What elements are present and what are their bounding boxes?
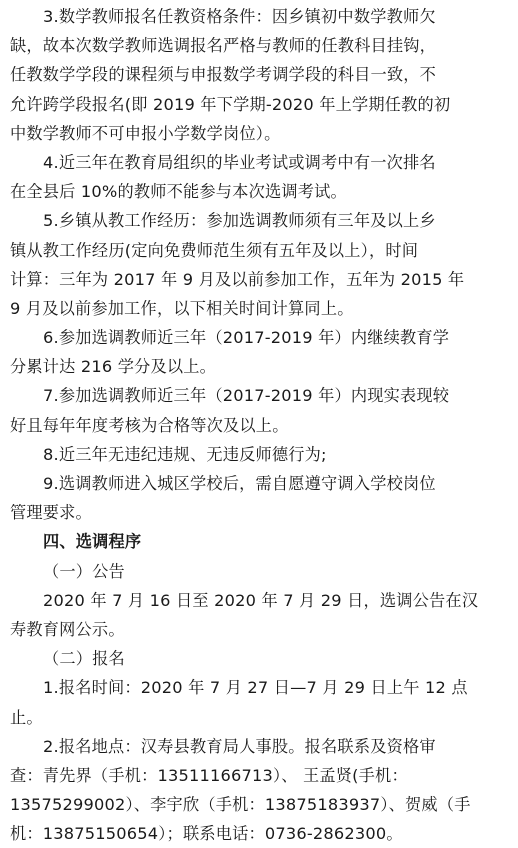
text-line: 3.数学教师报名任教资格条件：因乡镇初中数学教师欠 <box>43 7 436 26</box>
text-line: 镇从教工作经历(定向免费师范生须有五年及以上），时间 <box>10 240 419 260</box>
text-line: 4.近三年在教育局组织的毕业考试或调考中有一次排名 <box>43 152 436 172</box>
text-line: 在全县后 10%的教师不能参与本次选调考试。 <box>10 182 347 202</box>
text-line: 9 月及以前参加工作，以下相关时间计算同上。 <box>10 298 354 318</box>
text-line: 计算：三年为 2017 年 9 月及以前参加工作，五年为 2015 年 <box>10 269 465 289</box>
text-line: 7.参加选调教师近三年（2017-2019 年）内现实表现较 <box>43 386 450 406</box>
text-line: 中数学教师不可申报小学数学岗位）。 <box>10 123 281 143</box>
text-line: 2020 年 7 月 16 日至 2020 年 7 月 29 日，选调公告在汉 <box>43 590 479 610</box>
text-line: 1.报名时间：2020 年 7 月 27 日—7 月 29 日上午 12 点 <box>43 678 468 698</box>
text-line: 缺，故本次数学教师选调报名严格与教师的任教科目挂钩， <box>10 36 437 56</box>
text-line: 2.报名地点：汉寿县教育局人事股。报名联系及资格审 <box>43 736 436 756</box>
text-line: 寿教育网公示。 <box>10 619 125 639</box>
text-line: （二）报名 <box>43 649 125 669</box>
text-line: 管理要求。 <box>10 503 92 523</box>
text-line: 机：13875150654）；联系电话：0736-2862300。 <box>10 824 403 844</box>
text-line: 分累计达 216 学分及以上。 <box>10 357 217 377</box>
text-line: 止。 <box>10 707 43 727</box>
text-line: 任教数学学段的课程须与申报数学考调学段的科目一致，不 <box>10 65 437 85</box>
text-line: 查：青先界（手机：13511166713）、 王孟贤(手机： <box>10 765 408 785</box>
text-line: 允许跨学段报名(即 2019 年下学期-2020 年上学期任教的初 <box>10 94 451 114</box>
text-line: 8.近三年无违纪违规、无违反师德行为; <box>43 444 327 464</box>
text-line: 9.选调教师进入城区学校后，需自愿遵守调入学校岗位 <box>43 474 436 493</box>
section-heading: 四、选调程序 <box>43 532 142 552</box>
text-line: 5.乡镇从教工作经历：参加选调教师须有三年及以上乡 <box>43 211 436 231</box>
text-line: 好且每年年度考核为合格等次及以上。 <box>10 415 289 435</box>
text-line: （一）公告 <box>43 561 125 581</box>
text-line: 6.参加选调教师近三年（2017-2019 年）内继续教育学 <box>43 328 450 348</box>
text-line: 13575299002）、李宇欣（手机：13875183937）、贺威（手 <box>10 795 471 815</box>
